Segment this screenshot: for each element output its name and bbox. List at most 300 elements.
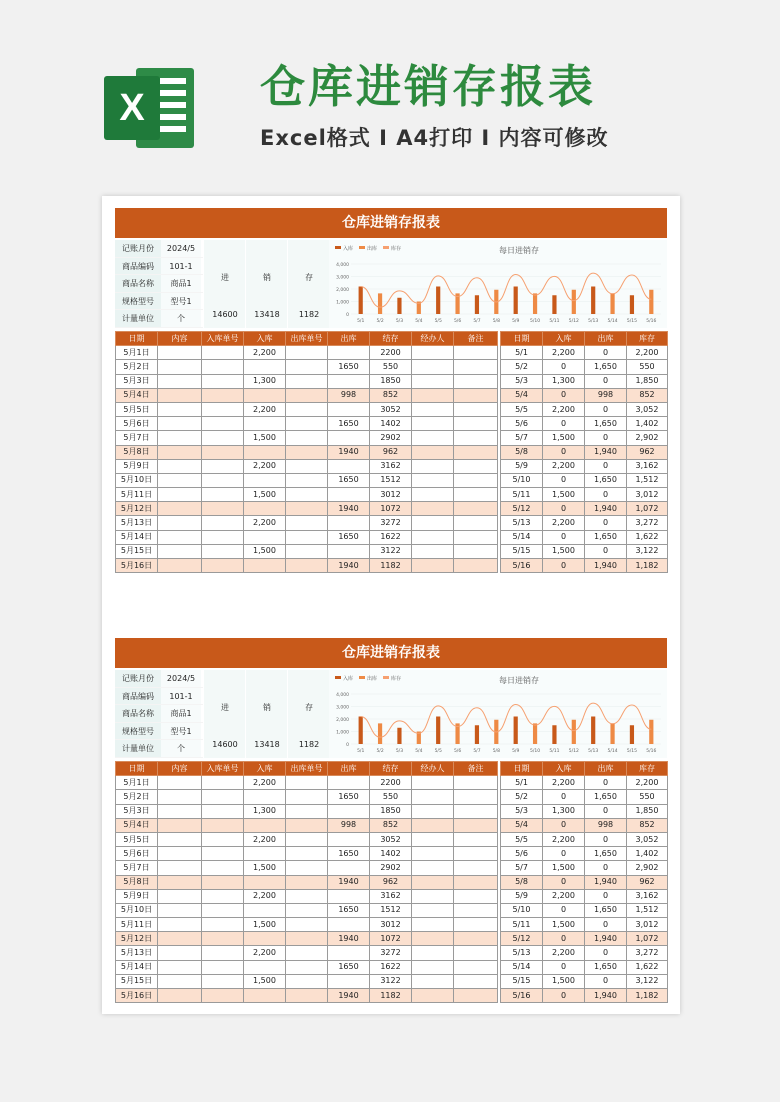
cell-out-no[interactable]	[286, 374, 328, 388]
cell-note[interactable]	[454, 832, 498, 846]
cell-handler[interactable]	[412, 989, 454, 1003]
cell-note[interactable]	[454, 346, 498, 360]
cell-handler[interactable]	[412, 445, 454, 459]
cell-in-no[interactable]	[202, 974, 244, 988]
cell: 5/6	[501, 417, 543, 431]
cell: 5/10	[501, 903, 543, 917]
cell-in-no[interactable]	[202, 530, 244, 544]
cell-note[interactable]	[454, 974, 498, 988]
cell-note[interactable]	[454, 889, 498, 903]
cell-in[interactable]: 2,200	[244, 459, 286, 473]
cell-in[interactable]: 1,300	[244, 374, 286, 388]
cell-out[interactable]	[328, 544, 370, 558]
cell-out-no[interactable]	[286, 516, 328, 530]
table-row	[501, 790, 668, 804]
cell-out-no[interactable]	[286, 804, 328, 818]
cell-handler[interactable]	[412, 903, 454, 917]
cell-out-no[interactable]	[286, 559, 328, 573]
cell-handler[interactable]	[412, 473, 454, 487]
cell: 550	[627, 790, 668, 804]
cell-in-no[interactable]	[202, 502, 244, 516]
cell: 0	[585, 804, 627, 818]
cell-out-no[interactable]	[286, 445, 328, 459]
cell-in-no[interactable]	[202, 374, 244, 388]
cell-note[interactable]	[454, 502, 498, 516]
cell-in[interactable]	[244, 530, 286, 544]
info-value: 个	[161, 740, 201, 757]
cell-out[interactable]: 1940	[328, 989, 370, 1003]
cell-in-no[interactable]	[202, 445, 244, 459]
cell-in[interactable]: 2,200	[244, 889, 286, 903]
cell-out[interactable]	[328, 459, 370, 473]
cell-in[interactable]	[244, 790, 286, 804]
cell-out[interactable]: 1650	[328, 960, 370, 974]
cell-out-no[interactable]	[286, 502, 328, 516]
cell-in[interactable]	[244, 445, 286, 459]
cell-content[interactable]	[158, 804, 202, 818]
cell-in[interactable]	[244, 875, 286, 889]
cell-in-no[interactable]	[202, 473, 244, 487]
cell-in-no[interactable]	[202, 402, 244, 416]
cell-in[interactable]	[244, 360, 286, 374]
cell-in[interactable]	[244, 903, 286, 917]
cell-in[interactable]: 2,200	[244, 346, 286, 360]
y-tick-label: 0	[346, 743, 349, 748]
cell-in[interactable]	[244, 473, 286, 487]
cell-content[interactable]	[158, 818, 202, 832]
cell-handler[interactable]	[412, 431, 454, 445]
cell-in-no[interactable]	[202, 360, 244, 374]
cell-handler[interactable]	[412, 974, 454, 988]
cell-content[interactable]	[158, 903, 202, 917]
table-row	[116, 402, 498, 416]
cell: 5/9	[501, 889, 543, 903]
cell-out-no[interactable]	[286, 946, 328, 960]
cell-in-no[interactable]	[202, 559, 244, 573]
cell-out[interactable]	[328, 402, 370, 416]
bar-out	[533, 723, 537, 744]
cell-out[interactable]: 1650	[328, 473, 370, 487]
cell-note[interactable]	[454, 932, 498, 946]
cell-out-no[interactable]	[286, 861, 328, 875]
cell: 0	[585, 832, 627, 846]
table-row	[501, 473, 668, 487]
cell-in-no[interactable]	[202, 417, 244, 431]
cell-out[interactable]	[328, 804, 370, 818]
cell-note[interactable]	[454, 918, 498, 932]
column-header: 内容	[158, 332, 202, 346]
cell-out-no[interactable]	[286, 388, 328, 402]
cell-content[interactable]	[158, 989, 202, 1003]
sheet-title: 仓库进销存报表	[115, 638, 667, 668]
cell-out[interactable]: 1650	[328, 360, 370, 374]
cell-out[interactable]: 1650	[328, 790, 370, 804]
cell-in-no[interactable]	[202, 903, 244, 917]
cell-out[interactable]	[328, 861, 370, 875]
cell-handler[interactable]	[412, 388, 454, 402]
column-header: 日期	[501, 332, 543, 346]
cell-content[interactable]	[158, 473, 202, 487]
cell-out[interactable]	[328, 889, 370, 903]
cell-handler[interactable]	[412, 889, 454, 903]
cell-out[interactable]	[328, 776, 370, 790]
cell-note[interactable]	[454, 790, 498, 804]
cell-balance: 962	[370, 875, 412, 889]
cell-out[interactable]	[328, 974, 370, 988]
info-label: 商品名称	[115, 275, 161, 292]
cell-content[interactable]	[158, 946, 202, 960]
cell-content[interactable]	[158, 346, 202, 360]
cell-note[interactable]	[454, 903, 498, 917]
cell-note[interactable]	[454, 989, 498, 1003]
legend-label: 出库	[367, 246, 378, 252]
cell-out[interactable]	[328, 346, 370, 360]
cell-out-no[interactable]	[286, 776, 328, 790]
cell-date: 5月7日	[116, 431, 158, 445]
cell-out[interactable]	[328, 431, 370, 445]
summary-value: 13418	[254, 740, 280, 749]
cell-content[interactable]	[158, 374, 202, 388]
cell-note[interactable]	[454, 516, 498, 530]
cell-content[interactable]	[158, 559, 202, 573]
x-tick-label: 5/5	[434, 749, 442, 754]
cell-note[interactable]	[454, 960, 498, 974]
cell-in-no[interactable]	[202, 861, 244, 875]
cell-out[interactable]: 1940	[328, 875, 370, 889]
cell-note[interactable]	[454, 459, 498, 473]
table-row	[501, 360, 668, 374]
cell-out-no[interactable]	[286, 875, 328, 889]
cell-out[interactable]: 998	[328, 388, 370, 402]
cell-in[interactable]: 1,500	[244, 974, 286, 988]
cell-note[interactable]	[454, 473, 498, 487]
cell-out-no[interactable]	[286, 960, 328, 974]
cell-content[interactable]	[158, 360, 202, 374]
x-tick-label: 5/14	[607, 319, 618, 324]
cell-note[interactable]	[454, 417, 498, 431]
cell-handler[interactable]	[412, 832, 454, 846]
cell-in[interactable]	[244, 417, 286, 431]
x-tick-label: 5/7	[473, 319, 481, 324]
cell-handler[interactable]	[412, 488, 454, 502]
cell-handler[interactable]	[412, 402, 454, 416]
y-tick-label: 1,000	[336, 730, 349, 736]
cell-out-no[interactable]	[286, 346, 328, 360]
cell-note[interactable]	[454, 360, 498, 374]
cell-note[interactable]	[454, 804, 498, 818]
cell-out[interactable]: 998	[328, 818, 370, 832]
cell-out[interactable]: 1940	[328, 559, 370, 573]
cell-out[interactable]: 1940	[328, 445, 370, 459]
cell-content[interactable]	[158, 388, 202, 402]
cell-out-no[interactable]	[286, 918, 328, 932]
legend-label: 出库	[367, 676, 378, 682]
cell-handler[interactable]	[412, 516, 454, 530]
cell-out[interactable]	[328, 918, 370, 932]
cell-out[interactable]	[328, 488, 370, 502]
cell-note[interactable]	[454, 875, 498, 889]
cell-in[interactable]: 1,500	[244, 488, 286, 502]
cell-handler[interactable]	[412, 960, 454, 974]
cell-note[interactable]	[454, 818, 498, 832]
cell-in[interactable]: 2,200	[244, 946, 286, 960]
cell-in-no[interactable]	[202, 488, 244, 502]
cell-out[interactable]	[328, 832, 370, 846]
cell: 5/12	[501, 502, 543, 516]
table-row	[116, 776, 498, 790]
cell: 5/11	[501, 918, 543, 932]
legend-swatch	[359, 246, 365, 249]
cell-out-no[interactable]	[286, 974, 328, 988]
cell-note[interactable]	[454, 488, 498, 502]
cell: 0	[543, 790, 585, 804]
cell-content[interactable]	[158, 918, 202, 932]
x-tick-label: 5/1	[357, 749, 365, 754]
table-row	[501, 974, 668, 988]
cell-in[interactable]	[244, 989, 286, 1003]
x-tick-label: 5/5	[434, 319, 442, 324]
cell-in[interactable]	[244, 960, 286, 974]
cell-content[interactable]	[158, 445, 202, 459]
cell: 0	[585, 459, 627, 473]
cell-out[interactable]: 1650	[328, 903, 370, 917]
cell-handler[interactable]	[412, 776, 454, 790]
cell-handler[interactable]	[412, 790, 454, 804]
cell-handler[interactable]	[412, 502, 454, 516]
bar-in	[475, 725, 479, 744]
cell-out[interactable]: 1650	[328, 417, 370, 431]
cell-out-no[interactable]	[286, 932, 328, 946]
cell-out[interactable]: 1650	[328, 847, 370, 861]
cell-balance: 852	[370, 818, 412, 832]
cell-note[interactable]	[454, 946, 498, 960]
cell: 1,512	[627, 473, 668, 487]
cell-note[interactable]	[454, 388, 498, 402]
cell-in[interactable]: 2,200	[244, 776, 286, 790]
cell-out-no[interactable]	[286, 544, 328, 558]
cell: 0	[585, 776, 627, 790]
cell-content[interactable]	[158, 847, 202, 861]
cell-handler[interactable]	[412, 346, 454, 360]
cell-in-no[interactable]	[202, 516, 244, 530]
cell-out-no[interactable]	[286, 530, 328, 544]
cell-out-no[interactable]	[286, 431, 328, 445]
cell-out[interactable]	[328, 516, 370, 530]
cell-out-no[interactable]	[286, 832, 328, 846]
cell-out-no[interactable]	[286, 903, 328, 917]
cell-in-no[interactable]	[202, 932, 244, 946]
cell-out-no[interactable]	[286, 473, 328, 487]
info-value: 型号1	[161, 723, 201, 740]
cell-in-no[interactable]	[202, 544, 244, 558]
cell-in-no[interactable]	[202, 946, 244, 960]
cell-handler[interactable]	[412, 530, 454, 544]
cell: 5/1	[501, 776, 543, 790]
cell-content[interactable]	[158, 544, 202, 558]
cell-out-no[interactable]	[286, 989, 328, 1003]
column-header: 入库	[543, 332, 585, 346]
cell: 962	[627, 445, 668, 459]
cell-content[interactable]	[158, 875, 202, 889]
cell-out[interactable]: 1940	[328, 932, 370, 946]
column-header: 日期	[116, 762, 158, 776]
table-row	[116, 360, 498, 374]
cell-out-no[interactable]	[286, 889, 328, 903]
table-row	[501, 374, 668, 388]
cell-in-no[interactable]	[202, 847, 244, 861]
cell-in[interactable]: 1,500	[244, 861, 286, 875]
cell-content[interactable]	[158, 402, 202, 416]
cell-handler[interactable]	[412, 804, 454, 818]
cell-out-no[interactable]	[286, 847, 328, 861]
cell-in[interactable]: 1,500	[244, 918, 286, 932]
cell-out-no[interactable]	[286, 417, 328, 431]
cell: 5/2	[501, 790, 543, 804]
cell-content[interactable]	[158, 502, 202, 516]
cell-in-no[interactable]	[202, 388, 244, 402]
cell-balance: 550	[370, 790, 412, 804]
cell-out[interactable]: 1940	[328, 502, 370, 516]
cell-content[interactable]	[158, 932, 202, 946]
cell-balance: 1622	[370, 960, 412, 974]
cell-out-no[interactable]	[286, 790, 328, 804]
cell-note[interactable]	[454, 402, 498, 416]
cell-handler[interactable]	[412, 360, 454, 374]
cell-out-no[interactable]	[286, 459, 328, 473]
cell-out-no[interactable]	[286, 818, 328, 832]
cell-content[interactable]	[158, 516, 202, 530]
cell-handler[interactable]	[412, 875, 454, 889]
cell: 1,500	[543, 488, 585, 502]
cell-content[interactable]	[158, 861, 202, 875]
cell-out[interactable]	[328, 946, 370, 960]
cell-note[interactable]	[454, 445, 498, 459]
cell: 5/1	[501, 346, 543, 360]
cell-handler[interactable]	[412, 918, 454, 932]
cell: 0	[585, 544, 627, 558]
cell-in-no[interactable]	[202, 346, 244, 360]
cell-in[interactable]	[244, 932, 286, 946]
cell-out[interactable]: 1650	[328, 530, 370, 544]
cell-in-no[interactable]	[202, 431, 244, 445]
cell-in[interactable]: 2,200	[244, 832, 286, 846]
cell-date: 5月10日	[116, 473, 158, 487]
cell-content[interactable]	[158, 488, 202, 502]
cell: 5/12	[501, 932, 543, 946]
cell-note[interactable]	[454, 559, 498, 573]
cell-balance: 3122	[370, 974, 412, 988]
cell-handler[interactable]	[412, 847, 454, 861]
cell: 5/4	[501, 388, 543, 402]
cell-handler[interactable]	[412, 818, 454, 832]
cell-handler[interactable]	[412, 559, 454, 573]
cell-in[interactable]	[244, 559, 286, 573]
cell-in[interactable]: 1,500	[244, 544, 286, 558]
cell-out-no[interactable]	[286, 360, 328, 374]
cell-content[interactable]	[158, 832, 202, 846]
cell-handler[interactable]	[412, 861, 454, 875]
cell-in[interactable]	[244, 502, 286, 516]
bar-out	[610, 293, 614, 314]
cell-in-no[interactable]	[202, 776, 244, 790]
cell-content[interactable]	[158, 417, 202, 431]
cell-note[interactable]	[454, 544, 498, 558]
cell-in-no[interactable]	[202, 818, 244, 832]
cell: 5/9	[501, 459, 543, 473]
table-row	[116, 388, 498, 402]
cell-date: 5月3日	[116, 374, 158, 388]
cell-in-no[interactable]	[202, 459, 244, 473]
cell-note[interactable]	[454, 431, 498, 445]
x-tick-label: 5/8	[492, 319, 500, 324]
cell-content[interactable]	[158, 776, 202, 790]
bar-out	[572, 290, 576, 314]
cell-note[interactable]	[454, 374, 498, 388]
x-tick-label: 5/10	[530, 749, 541, 754]
bar-in	[359, 287, 363, 315]
cell-in-no[interactable]	[202, 804, 244, 818]
cell-note[interactable]	[454, 861, 498, 875]
daily-chart	[329, 240, 667, 328]
cell-in-no[interactable]	[202, 832, 244, 846]
cell-note[interactable]	[454, 776, 498, 790]
cell-out-no[interactable]	[286, 402, 328, 416]
cell-out[interactable]	[328, 374, 370, 388]
cell-in[interactable]: 1,500	[244, 431, 286, 445]
cell-handler[interactable]	[412, 932, 454, 946]
cell-content[interactable]	[158, 960, 202, 974]
cell: 1,300	[543, 804, 585, 818]
info-label: 记账月份	[115, 240, 161, 257]
cell-content[interactable]	[158, 530, 202, 544]
cell-in[interactable]	[244, 847, 286, 861]
cell-note[interactable]	[454, 530, 498, 544]
cell-in[interactable]: 1,300	[244, 804, 286, 818]
cell-handler[interactable]	[412, 417, 454, 431]
cell: 2,200	[543, 459, 585, 473]
cell-in-no[interactable]	[202, 875, 244, 889]
cell-in[interactable]: 2,200	[244, 402, 286, 416]
cell-in-no[interactable]	[202, 960, 244, 974]
summary-label: 存	[305, 273, 313, 282]
cell: 0	[543, 960, 585, 974]
cell-content[interactable]	[158, 431, 202, 445]
cell-in-no[interactable]	[202, 790, 244, 804]
y-tick-label: 4,000	[336, 693, 349, 698]
cell-handler[interactable]	[412, 544, 454, 558]
cell-content[interactable]	[158, 889, 202, 903]
table-row	[116, 431, 498, 445]
cell-content[interactable]	[158, 790, 202, 804]
cell-note[interactable]	[454, 847, 498, 861]
bar-in	[630, 725, 634, 744]
cell-handler[interactable]	[412, 459, 454, 473]
table-row	[501, 818, 668, 832]
cell-in[interactable]	[244, 388, 286, 402]
cell-in[interactable]: 2,200	[244, 516, 286, 530]
cell-handler[interactable]	[412, 374, 454, 388]
cell-in-no[interactable]	[202, 889, 244, 903]
report-sheet	[115, 638, 667, 1003]
cell-in-no[interactable]	[202, 989, 244, 1003]
cell-in-no[interactable]	[202, 918, 244, 932]
cell-content[interactable]	[158, 459, 202, 473]
cell-content[interactable]	[158, 974, 202, 988]
cell-in[interactable]	[244, 818, 286, 832]
bar-out	[649, 290, 653, 314]
cell-handler[interactable]	[412, 946, 454, 960]
cell-out-no[interactable]	[286, 488, 328, 502]
